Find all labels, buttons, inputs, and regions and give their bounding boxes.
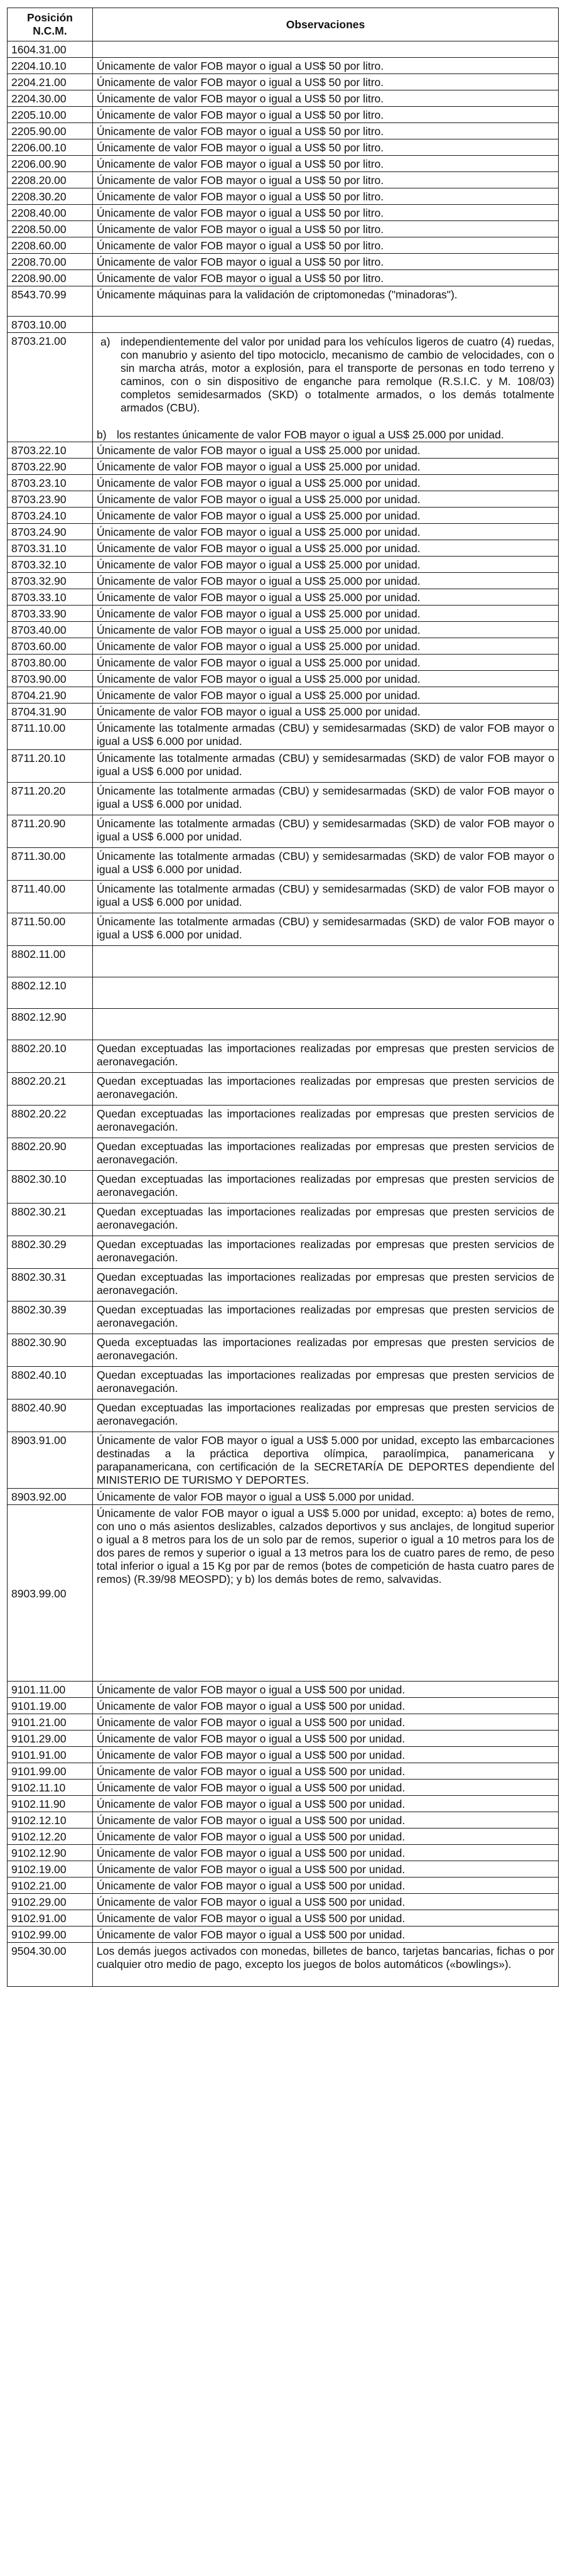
table-row (8, 491, 559, 508)
table-row (8, 1861, 559, 1878)
table-row (8, 475, 559, 491)
table-row (8, 107, 559, 123)
table-row (8, 638, 559, 655)
table-row (8, 540, 559, 557)
table-row (8, 1714, 559, 1731)
sub-item-b-label: b) (97, 428, 107, 441)
ncm-code: 2208.20.00 (8, 172, 93, 188)
ncm-code: 8703.22.10 (8, 442, 93, 459)
table-header-row (8, 8, 559, 41)
observation: Únicamente de valor FOB mayor o igual a US$ 500 por unidad. (93, 1910, 559, 1927)
ncm-code: 9102.12.10 (8, 1812, 93, 1829)
table-row (8, 1910, 559, 1927)
table-row (8, 573, 559, 589)
ncm-code: 8802.40.90 (8, 1399, 93, 1432)
ncm-code: 8711.20.20 (8, 783, 93, 815)
ncm-code: 9102.29.00 (8, 1894, 93, 1910)
observation: Únicamente de valor FOB mayor o igual a US$ 50 por litro. (93, 123, 559, 139)
table-row (8, 442, 559, 459)
observation: Únicamente de valor FOB mayor o igual a US$ 500 por unidad. (93, 1927, 559, 1943)
ncm-code: 9102.12.90 (8, 1845, 93, 1861)
ncm-code: 8802.20.10 (8, 1040, 93, 1073)
ncm-code: 8903.99.00 (8, 1505, 93, 1682)
table-row (8, 750, 559, 783)
table-row (8, 221, 559, 237)
observation: Únicamente de valor FOB mayor o igual a US$ 25.000 por unidad. (93, 459, 559, 475)
table-row (8, 1138, 559, 1171)
observation: Únicamente de valor FOB mayor o igual a US$ 25.000 por unidad. (93, 442, 559, 459)
observation: Únicamente de valor FOB mayor o igual a US$ 500 por unidad. (93, 1861, 559, 1878)
table-row (8, 1171, 559, 1204)
observation: Únicamente de valor FOB mayor o igual a US$ 500 por unidad. (93, 1878, 559, 1894)
sub-item-b (97, 428, 554, 442)
ncm-code: 8703.24.90 (8, 524, 93, 540)
ncm-code: 8802.30.90 (8, 1334, 93, 1367)
ncm-code: 2204.21.00 (8, 74, 93, 90)
table-row (8, 1878, 559, 1894)
table-row (8, 557, 559, 573)
table-row (8, 1269, 559, 1302)
ncm-code: 2206.00.10 (8, 139, 93, 156)
ncm-code: 8703.33.10 (8, 589, 93, 606)
table-row (8, 1334, 559, 1367)
table-row (8, 1943, 559, 1987)
ncm-code: 9102.12.20 (8, 1829, 93, 1845)
observation: Quedan exceptuadas las importaciones realizadas por empresas que presten servicios de aeronavegación. (93, 1399, 559, 1432)
observation: Únicamente de valor FOB mayor o igual a US$ 25.000 por unidad. (93, 655, 559, 671)
observation: Únicamente las totalmente armadas (CBU) y semidesarmadas (SKD) de valor FOB mayor o igual a US$ 6.000 por unidad. (93, 881, 559, 913)
ncm-code: 8802.12.10 (8, 977, 93, 1009)
table-row (8, 1698, 559, 1714)
observation: Únicamente de valor FOB mayor o igual a US$ 25.000 por unidad. (93, 540, 559, 557)
ncm-code: 8802.30.10 (8, 1171, 93, 1204)
observation: Únicamente de valor FOB mayor o igual a US$ 500 por unidad. (93, 1845, 559, 1861)
table-row (8, 815, 559, 848)
observation: Únicamente las totalmente armadas (CBU) y semidesarmadas (SKD) de valor FOB mayor o igual a US$ 6.000 por unidad. (93, 750, 559, 783)
table-row (8, 156, 559, 172)
ncm-code: 8802.30.29 (8, 1236, 93, 1269)
ncm-code: 8703.90.00 (8, 671, 93, 687)
table-row (8, 286, 559, 317)
table-row (8, 1040, 559, 1073)
ncm-code: 9101.99.00 (8, 1763, 93, 1780)
ncm-code: 8703.40.00 (8, 622, 93, 638)
observation: Quedan exceptuadas las importaciones realizadas por empresas que presten servicios de aeronavegación. (93, 1073, 559, 1106)
observation: Únicamente de valor FOB mayor o igual a US$ 500 por unidad. (93, 1894, 559, 1910)
ncm-code: 9102.11.90 (8, 1796, 93, 1812)
table-row (8, 270, 559, 286)
observation: Únicamente las totalmente armadas (CBU) y semidesarmadas (SKD) de valor FOB mayor o igual a US$ 6.000 por unidad. (93, 783, 559, 815)
table-row (8, 1009, 559, 1040)
ncm-code: 8802.12.90 (8, 1009, 93, 1040)
ncm-code: 1604.31.00 (8, 41, 93, 58)
observation: Únicamente de valor FOB mayor o igual a US$ 50 por litro. (93, 205, 559, 221)
table-row (8, 687, 559, 704)
ncm-code: 2208.90.00 (8, 270, 93, 286)
ncm-code: 8802.30.21 (8, 1204, 93, 1236)
observation: Quedan exceptuadas las importaciones realizadas por empresas que presten servicios de aeronavegación. (93, 1040, 559, 1073)
observation: Únicamente de valor FOB mayor o igual a US$ 500 por unidad. (93, 1747, 559, 1763)
table-row (8, 783, 559, 815)
observation: Únicamente de valor FOB mayor o igual a US$ 50 por litro. (93, 254, 559, 270)
ncm-code: 9102.11.10 (8, 1780, 93, 1796)
ncm-code: 8704.31.90 (8, 704, 93, 720)
observation: Únicamente de valor FOB mayor o igual a US$ 25.000 por unidad. (93, 622, 559, 638)
observation: Únicamente las totalmente armadas (CBU) y semidesarmadas (SKD) de valor FOB mayor o igual a US$ 6.000 por unidad. (93, 815, 559, 848)
table-row (8, 1367, 559, 1399)
table-row (8, 1073, 559, 1106)
header-posicion-ncm: Posición N.C.M. (8, 8, 93, 41)
ncm-code: 8903.92.00 (8, 1489, 93, 1505)
ncm-code: 9101.29.00 (8, 1731, 93, 1747)
observation (93, 946, 559, 977)
observation: Únicamente de valor FOB mayor o igual a US$ 500 por unidad. (93, 1829, 559, 1845)
table-row (8, 1763, 559, 1780)
observation: Únicamente las totalmente armadas (CBU) y semidesarmadas (SKD) de valor FOB mayor o igual a US$ 6.000 por unidad. (93, 848, 559, 881)
table-row (8, 1106, 559, 1138)
table-row (8, 977, 559, 1009)
ncm-code: 8704.21.90 (8, 687, 93, 704)
ncm-code: 9504.30.00 (8, 1943, 93, 1987)
table-row (8, 237, 559, 254)
table-row (8, 139, 559, 156)
observation: Los demás juegos activados con monedas, billetes de banco, tarjetas bancarias, fichas o por cualquier otro medio de pago, excepto los juegos de bolos automáticos («bowlings»). (93, 1943, 559, 1987)
table-row (8, 1812, 559, 1829)
ncm-code: 9101.91.00 (8, 1747, 93, 1763)
observation: Quedan exceptuadas las importaciones realizadas por empresas que presten servicios de aeronavegación. (93, 1106, 559, 1138)
table-row (8, 655, 559, 671)
observation: Únicamente las totalmente armadas (CBU) y semidesarmadas (SKD) de valor FOB mayor o igual a US$ 6.000 por unidad. (93, 913, 559, 946)
table-row (8, 720, 559, 750)
observation: Queda exceptuadas las importaciones realizadas por empresas que presten servicios de aeronavegación. (93, 1334, 559, 1367)
table-row (8, 671, 559, 687)
table-row (8, 41, 559, 58)
ncm-code: 2205.90.00 (8, 123, 93, 139)
observation: Únicamente de valor FOB mayor o igual a US$ 5.000 por unidad, excepto: a) botes de remo, con uno o más asientos deslizables, calzados deportivos y sus anclajes, de longitud superior o igual a 8 metros para los de un solo par de remos, superior o igual a 10 metros para los de dos pares de remos y superior o igual a 13 metros para los de cuatro pares de remo, de peso total inferior o igual a 15 Kg por par de remos (botes de competición de hasta cuatro pares de remos) (R.39/98 MEOSPD); y b) los demás botes de remo, salvavidas. (93, 1505, 559, 1682)
table-row (8, 1780, 559, 1796)
observation: Únicamente de valor FOB mayor o igual a US$ 25.000 por unidad. (93, 524, 559, 540)
observation: Únicamente de valor FOB mayor o igual a US$ 500 por unidad. (93, 1780, 559, 1796)
observation: Únicamente de valor FOB mayor o igual a US$ 50 por litro. (93, 156, 559, 172)
table-row (8, 1302, 559, 1334)
ncm-code: 8802.30.39 (8, 1302, 93, 1334)
table-row (8, 1796, 559, 1812)
ncm-code: 2206.00.90 (8, 156, 93, 172)
ncm-code: 8703.24.10 (8, 508, 93, 524)
ncm-code: 8802.20.21 (8, 1073, 93, 1106)
observation: Únicamente de valor FOB mayor o igual a US$ 25.000 por unidad. (93, 475, 559, 491)
observation: Únicamente de valor FOB mayor o igual a US$ 25.000 por unidad. (93, 508, 559, 524)
observation: Quedan exceptuadas las importaciones realizadas por empresas que presten servicios de aeronavegación. (93, 1302, 559, 1334)
observation: Únicamente las totalmente armadas (CBU) y semidesarmadas (SKD) de valor FOB mayor o igual a US$ 6.000 por unidad. (93, 720, 559, 750)
ncm-code: 2208.40.00 (8, 205, 93, 221)
observation: Únicamente de valor FOB mayor o igual a US$ 5.000 por unidad, excepto las embarcaciones destinadas a la práctica deportiva olímpica, paraolímpica, panamericana y parapanamericana, con certificación de la SECRETARÍA DE DEPORTES dependiente del MINISTERIO DE TURISMO Y DEPORTES. (93, 1432, 559, 1489)
table-row (8, 524, 559, 540)
document-sheet (7, 8, 558, 1987)
table-row (8, 74, 559, 90)
observation: Únicamente de valor FOB mayor o igual a US$ 50 por litro. (93, 58, 559, 74)
observation: Únicamente de valor FOB mayor o igual a US$ 50 por litro. (93, 172, 559, 188)
table-row (8, 913, 559, 946)
observation: Únicamente de valor FOB mayor o igual a US$ 25.000 por unidad. (93, 671, 559, 687)
observation: Quedan exceptuadas las importaciones realizadas por empresas que presten servicios de aeronavegación. (93, 1138, 559, 1171)
ncm-code: 2208.60.00 (8, 237, 93, 254)
observation: Únicamente de valor FOB mayor o igual a US$ 25.000 por unidad. (93, 687, 559, 704)
table-row (8, 881, 559, 913)
observation: Únicamente de valor FOB mayor o igual a US$ 50 por litro. (93, 270, 559, 286)
observation: Únicamente de valor FOB mayor o igual a US$ 25.000 por unidad. (93, 573, 559, 589)
ncm-code: 8711.20.90 (8, 815, 93, 848)
ncm-code: 9101.19.00 (8, 1698, 93, 1714)
table-row (8, 1682, 559, 1698)
observation: Únicamente de valor FOB mayor o igual a US$ 500 por unidad. (93, 1763, 559, 1780)
table-row (8, 254, 559, 270)
table-row (8, 1894, 559, 1910)
observation: Únicamente de valor FOB mayor o igual a US$ 500 por unidad. (93, 1796, 559, 1812)
observation: Quedan exceptuadas las importaciones realizadas por empresas que presten servicios de aeronavegación. (93, 1367, 559, 1399)
ncm-code: 8802.40.10 (8, 1367, 93, 1399)
ncm-code: 2208.70.00 (8, 254, 93, 270)
observation: Únicamente de valor FOB mayor o igual a US$ 25.000 por unidad. (93, 606, 559, 622)
observation (93, 41, 559, 58)
ncm-code: 2208.50.00 (8, 221, 93, 237)
table-row (8, 459, 559, 475)
table-row (8, 333, 559, 442)
ncm-code: 8703.23.90 (8, 491, 93, 508)
ncm-code: 9102.91.00 (8, 1910, 93, 1927)
sub-item-a-text: independientemente del valor por unidad para los vehículos ligeros de cuatro (4) ruedas, con manubrio y asiento del tipo motociclo, mecanismo de cambio de velocidades, con o sin marcha atrás, motor a explosión, para el transporte de personas en todo terreno y caminos, con o sin dispositivo de enganche para remolque (R.S.I.C. y M. 108/03) completos semidesarmados (SKD) o totalmente armados, o los demás totalmente armados (CBU). (121, 335, 554, 414)
observation: Quedan exceptuadas las importaciones realizadas por empresas que presten servicios de aeronavegación. (93, 1236, 559, 1269)
table-row (8, 622, 559, 638)
observation: Únicamente de valor FOB mayor o igual a US$ 500 por unidad. (93, 1714, 559, 1731)
table-row (8, 1731, 559, 1747)
table-row (8, 1204, 559, 1236)
ncm-code: 9101.21.00 (8, 1714, 93, 1731)
table-row (8, 1399, 559, 1432)
ncm-code: 8711.30.00 (8, 848, 93, 881)
ncm-code: 8802.20.90 (8, 1138, 93, 1171)
observation: Únicamente de valor FOB mayor o igual a US$ 50 por litro. (93, 74, 559, 90)
observation: Únicamente de valor FOB mayor o igual a US$ 500 por unidad. (93, 1812, 559, 1829)
observation: Únicamente de valor FOB mayor o igual a US$ 50 por litro. (93, 139, 559, 156)
observation: Únicamente de valor FOB mayor o igual a US$ 25.000 por unidad. (93, 491, 559, 508)
sub-item-b-text: los restantes únicamente de valor FOB mayor o igual a US$ 25.000 por unidad. (117, 428, 504, 441)
table-row (8, 1747, 559, 1763)
table-row (8, 1845, 559, 1861)
table-row (8, 606, 559, 622)
ncm-code: 8711.50.00 (8, 913, 93, 946)
table-row (8, 90, 559, 107)
observation: Únicamente de valor FOB mayor o igual a US$ 25.000 por unidad. (93, 704, 559, 720)
ncm-code: 2204.30.00 (8, 90, 93, 107)
ncm-table (7, 8, 559, 1987)
ncm-code: 8802.30.31 (8, 1269, 93, 1302)
sub-item-a-label: a) (100, 335, 110, 348)
observation: Únicamente de valor FOB mayor o igual a US$ 50 por litro. (93, 90, 559, 107)
ncm-code: 9102.21.00 (8, 1878, 93, 1894)
ncm-code: 9101.11.00 (8, 1682, 93, 1698)
ncm-code: 8711.20.10 (8, 750, 93, 783)
ncm-code: 8703.32.90 (8, 573, 93, 589)
table-row (8, 1432, 559, 1489)
ncm-code: 8703.60.00 (8, 638, 93, 655)
ncm-code: 8711.10.00 (8, 720, 93, 750)
observation: Únicamente de valor FOB mayor o igual a US$ 500 por unidad. (93, 1682, 559, 1698)
table-row (8, 123, 559, 139)
table-row (8, 1489, 559, 1505)
observation (93, 1009, 559, 1040)
observation: Únicamente de valor FOB mayor o igual a US$ 500 por unidad. (93, 1731, 559, 1747)
ncm-code: 8703.21.00 (8, 333, 93, 442)
observation: Únicamente de valor FOB mayor o igual a US$ 25.000 por unidad. (93, 638, 559, 655)
ncm-code: 8703.31.10 (8, 540, 93, 557)
ncm-code: 8802.11.00 (8, 946, 93, 977)
ncm-code: 8802.20.22 (8, 1106, 93, 1138)
observation: Quedan exceptuadas las importaciones realizadas por empresas que presten servicios de aeronavegación. (93, 1171, 559, 1204)
ncm-code: 8703.33.90 (8, 606, 93, 622)
table-row (8, 848, 559, 881)
observation (93, 977, 559, 1009)
ncm-code: 8703.80.00 (8, 655, 93, 671)
observation-composite (93, 333, 559, 442)
ncm-code: 8903.91.00 (8, 1432, 93, 1489)
ncm-code: 8543.70.99 (8, 286, 93, 317)
table-row (8, 317, 559, 333)
table-row (8, 172, 559, 188)
ncm-code: 9102.99.00 (8, 1927, 93, 1943)
observation (93, 317, 559, 333)
observation: Únicamente de valor FOB mayor o igual a US$ 25.000 por unidad. (93, 557, 559, 573)
ncm-code: 8703.23.10 (8, 475, 93, 491)
ncm-code: 2208.30.20 (8, 188, 93, 205)
observation: Únicamente máquinas para la validación de criptomonedas ("minadoras"). (93, 286, 559, 317)
table-row (8, 704, 559, 720)
observation: Únicamente de valor FOB mayor o igual a US$ 50 por litro. (93, 188, 559, 205)
ncm-code: 8703.22.90 (8, 459, 93, 475)
ncm-code: 8703.32.10 (8, 557, 93, 573)
table-row (8, 589, 559, 606)
observation: Únicamente de valor FOB mayor o igual a US$ 50 por litro. (93, 221, 559, 237)
observation: Quedan exceptuadas las importaciones realizadas por empresas que presten servicios de aeronavegación. (93, 1269, 559, 1302)
ncm-code: 8703.10.00 (8, 317, 93, 333)
header-observaciones: Observaciones (93, 8, 559, 41)
observation: Únicamente de valor FOB mayor o igual a US$ 50 por litro. (93, 107, 559, 123)
table-row (8, 188, 559, 205)
ncm-code: 2205.10.00 (8, 107, 93, 123)
table-row (8, 1505, 559, 1682)
ncm-code: 8711.40.00 (8, 881, 93, 913)
table-row (8, 1236, 559, 1269)
observation: Únicamente de valor FOB mayor o igual a US$ 500 por unidad. (93, 1698, 559, 1714)
table-row (8, 205, 559, 221)
table-row (8, 58, 559, 74)
table-row (8, 1829, 559, 1845)
ncm-code: 2204.10.10 (8, 58, 93, 74)
observation: Únicamente de valor FOB mayor o igual a US$ 5.000 por unidad. (93, 1489, 559, 1505)
observation: Quedan exceptuadas las importaciones realizadas por empresas que presten servicios de aeronavegación. (93, 1204, 559, 1236)
table-row (8, 946, 559, 977)
observation: Únicamente de valor FOB mayor o igual a US$ 50 por litro. (93, 237, 559, 254)
table-row (8, 508, 559, 524)
table-row (8, 1927, 559, 1943)
sub-item-a (97, 335, 554, 415)
ncm-code: 9102.19.00 (8, 1861, 93, 1878)
observation: Únicamente de valor FOB mayor o igual a US$ 25.000 por unidad. (93, 589, 559, 606)
